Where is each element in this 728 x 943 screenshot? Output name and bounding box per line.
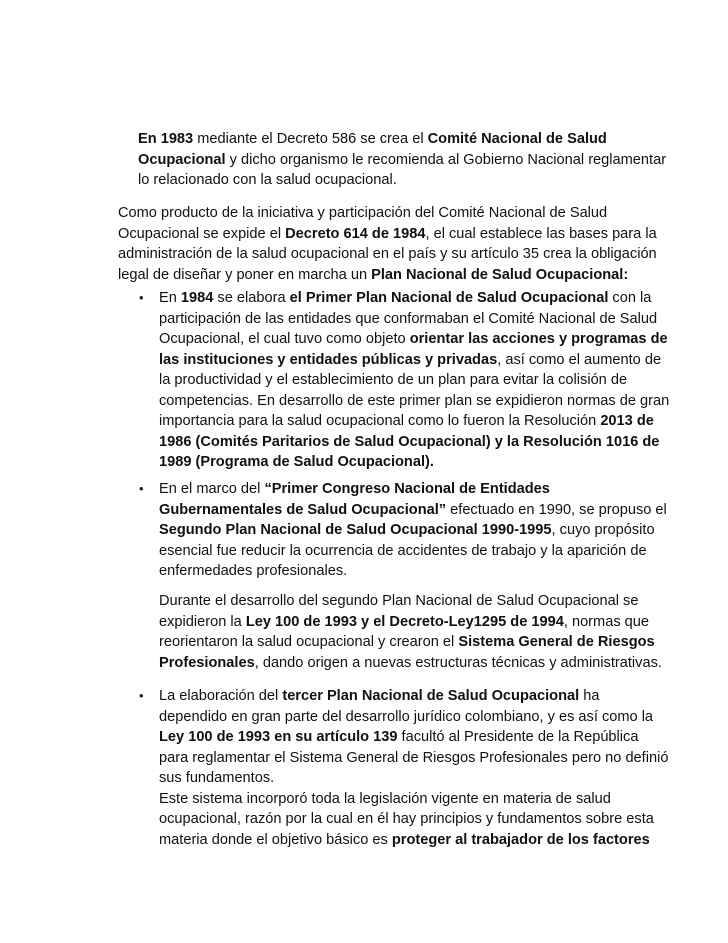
bold-text: orientar las acciones y programas de [409,331,668,347]
text: esencial fue reducir la ocurrencia de accidentes de trabajo y la aparición de [159,542,647,559]
bold-text: Plan Nacional de Salud Ocupacional: [371,266,629,283]
text-line [159,479,667,500]
bold-text: Decreto 614 de 1984 [285,225,426,242]
text-line [159,541,667,562]
text-line [159,653,662,674]
text: y dicho organismo le recomienda al Gobierno Nacional reglamentar [225,151,667,168]
bullet-item-second-plan-continued [159,591,662,673]
text: legal de diseñar y poner en marcha un [118,266,372,283]
text-line [138,150,666,171]
bold-text: Ocupacional [138,151,226,168]
text-line [159,520,667,541]
intro-paragraph [138,129,666,191]
text: En el marco del [159,481,265,497]
text: competencias. En desarrollo de este primer plan se expidieron normas de gran [159,392,670,409]
text-line [159,309,669,330]
text: para reglamentar el Sistema General de Riesgos Profesionales pero no definió [159,749,669,766]
text-line [159,809,668,830]
text: efectuado en 1990, se propuso el [446,501,667,518]
bullet-item-second-plan [159,479,667,582]
text: Este sistema incorporó toda la legislación vigente en materia de salud [159,790,611,807]
bold-text: el Primer Plan Nacional de Salud Ocupacional [289,290,609,306]
bold-text: Ley 100 de 1993 y el Decreto-Ley1295 de 1994 [245,613,564,630]
text: se elabora [213,290,290,306]
text: , cuyo propósito [551,522,655,538]
text: participación de las entidades que conformaban el Comité Nacional de Salud [159,310,658,327]
bold-text: Sistema General de Riesgos [458,634,655,650]
bold-text: 1986 (Comités Paritarios de Salud Ocupacional) y la Resolución 1016 de [159,433,660,450]
bold-text: Gubernamentales de Salud Ocupacional” [159,501,447,518]
text: importancia para la salud ocupacional como lo fueron la Resolución [159,413,601,429]
bold-text: las instituciones y entidades públicas y privadas [159,351,498,368]
text: administración de la salud ocupacional en el país y su artículo 35 crea la obligación [118,246,657,262]
text: sus fundamentos. [159,770,275,786]
text: Como producto de la iniciativa y participación del Comité Nacional de Salud [118,205,608,221]
text: , el cual establece las bases para la [425,225,657,242]
text: reorientaron la salud ocupacional y crearon el [159,634,459,650]
text-line [159,288,669,309]
text-line [159,830,668,851]
bullet-marker: • [139,290,144,305]
bold-text: 1989 (Programa de Salud Ocupacional). [159,454,434,470]
text: , dando origen a nuevas estructuras técnicas y administrativas. [254,654,662,671]
text: materia donde el objetivo básico es [159,831,392,848]
bullet-marker: • [139,481,144,496]
text: mediante el Decreto 586 se crea el [193,131,428,147]
text: Ocupacional, el cual tuvo como objeto [159,331,410,347]
text-line [159,350,669,371]
bullet-item-third-plan [159,686,668,850]
text: expidieron la [159,613,246,630]
text-line [159,612,662,633]
text-line [159,727,668,748]
text-line [159,391,669,412]
text: ocupacional, razón por la cual en él hay principios y fundamentos sobre esta [159,811,654,827]
bold-text: Profesionales [159,654,255,671]
text-line [159,686,668,707]
bold-text: 2013 de [600,413,654,429]
text: lo relacionado con la salud ocupacional. [138,172,397,188]
text-line [159,500,667,521]
text-line [159,748,668,769]
text: La elaboración del [159,688,283,704]
text-line [159,452,669,473]
decree-paragraph [118,203,657,285]
bold-text: Segundo Plan Nacional de Salud Ocupacional 1990-1995 [159,522,552,538]
text-line [159,632,662,653]
text: , normas que [563,613,650,630]
text: Durante el desarrollo del segundo Plan Nacional de Salud Ocupacional se [159,593,639,609]
text-line [159,561,667,582]
bullet-item-first-plan [159,288,669,473]
text: enfermedades profesionales. [159,563,348,579]
text-line [159,370,669,391]
text-line [159,789,668,810]
text-line [159,432,669,453]
text-line [118,203,657,224]
bullet-marker: • [139,688,144,703]
bold-text: proteger al trabajador de los factores [391,831,650,848]
bold-text: En 1983 [138,131,194,147]
text-line [118,265,657,286]
text-line [159,591,662,612]
bold-text: “Primer Congreso Nacional de Entidades [264,481,550,497]
bold-text: Ley 100 de 1993 en su artículo 139 [159,729,398,745]
text: dependido en gran parte del desarrollo jurídico colombiano, y es así como la [159,708,654,725]
text-line [138,170,666,191]
text: ha [579,688,600,704]
text-line [159,411,669,432]
text: con la [608,290,652,306]
text-line [159,768,668,789]
text: Ocupacional se expide el [118,225,286,242]
text-line [159,707,668,728]
text-line [118,244,657,265]
text-line [118,224,657,245]
text: la productividad y el establecimiento de un plan para evitar la colisión de [159,372,628,388]
text: facultó al Presidente de la República [397,729,639,745]
text: , así como el aumento de [497,351,662,368]
bold-text: tercer Plan Nacional de Salud Ocupacional [282,688,580,704]
text-line [159,329,669,350]
bold-text: Comité Nacional de Salud [427,131,607,147]
text: En [159,290,181,306]
text-line [138,129,666,150]
bold-text: 1984 [180,290,214,306]
